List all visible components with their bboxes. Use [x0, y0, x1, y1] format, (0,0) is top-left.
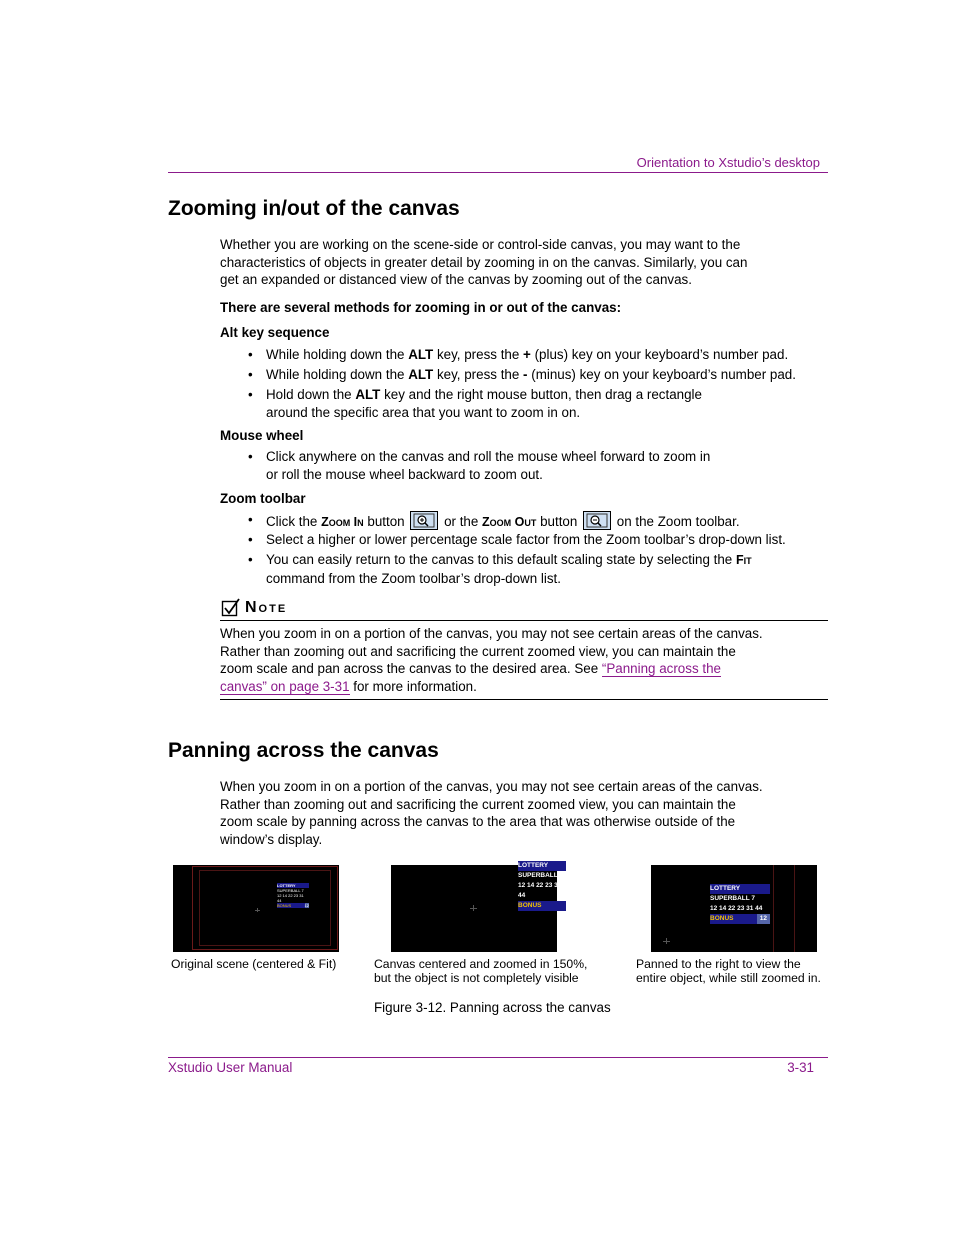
zoom-in-icon — [410, 511, 438, 530]
running-header: Orientation to Xstudio’s desktop — [636, 155, 820, 170]
note-body — [220, 625, 828, 695]
note-line: canvas” on page 3-31 for more information. — [220, 678, 477, 694]
figure-caption-3: Panned to the right to view the entire object, while still zoomed in. — [636, 957, 821, 985]
note-line: When you zoom in on a portion of the canvas, you may not see certain areas of the canvas. — [220, 626, 763, 641]
figure-zoomed-150 — [391, 862, 564, 952]
page-number: 3-31 — [787, 1060, 814, 1075]
figure-caption-1: Original scene (centered & Fit) — [171, 957, 337, 971]
mouse-wheel-heading: Mouse wheel — [220, 428, 304, 443]
figure-panned-right — [651, 865, 817, 952]
panning-line: zoom scale by panning across the canvas to the area that was otherwise outside of the — [220, 814, 736, 829]
note-line: Rather than zooming out and sacrificing the current zoomed view, you can maintain the — [220, 643, 736, 659]
panning-line: When you zoom in on a portion of the canvas, you may not see certain areas of the canvas. — [220, 779, 763, 794]
note-line: zoom scale and pan across the canvas to the desired area. See “Panning across the — [220, 661, 721, 676]
note-top-rule — [220, 620, 828, 621]
footer-manual-title: Xstudio User Manual — [168, 1060, 293, 1075]
zoom-out-icon — [583, 511, 611, 530]
figure-caption: Figure 3-12. Panning across the canvas — [374, 1000, 611, 1015]
header-rule — [168, 172, 828, 173]
section-title-panning: Panning across the canvas — [168, 739, 439, 762]
zoom-intro — [220, 236, 820, 289]
intro-line: characteristics of objects in greater detail by zooming in on the canvas. Similarly, you can — [220, 254, 748, 270]
figure-original-scene — [173, 865, 339, 952]
note-bottom-rule — [220, 699, 828, 700]
panning-line: window’s display. — [220, 831, 323, 847]
lottery-panel-full: LOTTERY SUPERBALL 7 12 14 22 23 31 44 BONUS 12 — [710, 884, 770, 924]
alt-key-heading: Alt key sequence — [220, 325, 330, 340]
intro-line: get an expanded or distanced view of the canvas by zooming out of the canvas. — [220, 272, 692, 287]
methods-heading: There are several methods for zooming in or out of the canvas: — [220, 300, 622, 315]
footer-rule — [168, 1057, 828, 1058]
panning-link[interactable]: “Panning across the — [601, 661, 721, 676]
lottery-panel-small: LOTTERY SUPERBALL 7 12 14 22 23 31 44 BONUS 12 — [277, 883, 309, 908]
figure-caption-2: Canvas centered and zoomed in 150%, but the object is not completely visible — [374, 957, 588, 985]
intro-line: Whether you are working on the scene-side or control-side canvas, you may want to the — [220, 237, 741, 252]
panning-link-page[interactable]: canvas” on page 3-31 — [220, 678, 350, 694]
panning-body — [220, 778, 820, 848]
section-title-zooming: Zooming in/out of the canvas — [168, 197, 460, 220]
lottery-panel-partial: LOTTERY SUPERBALL 7 12 14 22 23 31 44 BONUS — [518, 861, 566, 911]
panning-line: Rather than zooming out and sacrificing the current zoomed view, you can maintain the — [220, 796, 736, 812]
note-label: Note — [245, 599, 288, 616]
zoom-toolbar-heading: Zoom toolbar — [220, 491, 306, 506]
